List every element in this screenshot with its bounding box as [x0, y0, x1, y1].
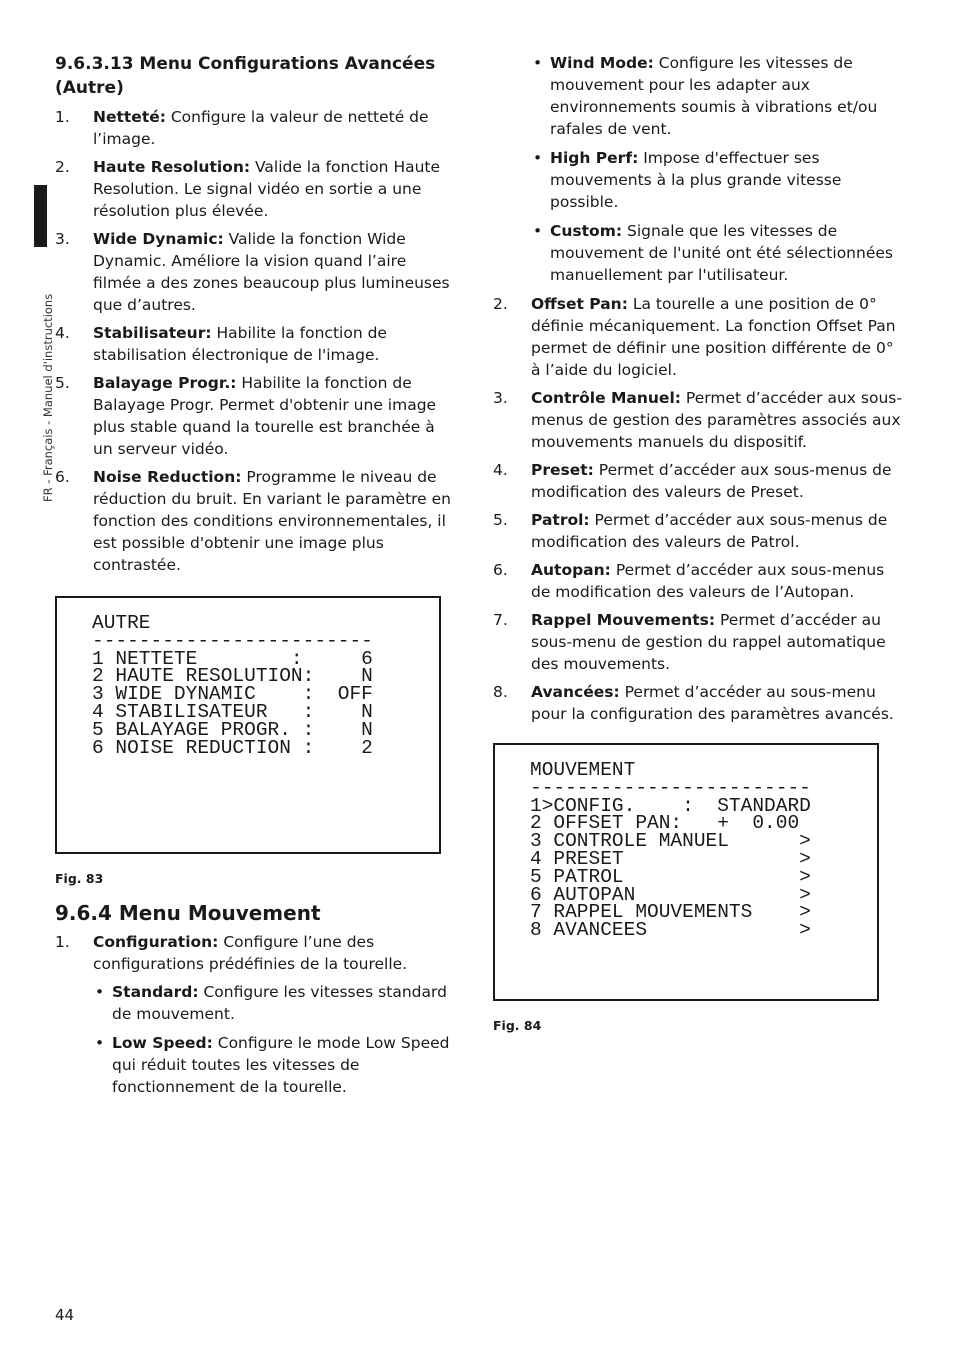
screen-line: 7 RAPPEL MOUVEMENTS > — [530, 901, 811, 924]
list-item — [55, 466, 455, 576]
bullet-item — [93, 981, 455, 1025]
movement-menu-list — [55, 931, 455, 1098]
item-term: Avancées: — [531, 683, 620, 701]
item-text: Configure les vitesses standard de mouvement. — [112, 983, 447, 1023]
item-number: 6. — [493, 561, 508, 579]
screen-line: 3 WIDE DYNAMIC : OFF — [92, 683, 373, 706]
screen-line: ------------------------ — [530, 776, 811, 799]
item-text: Permet d’accéder aux sous-menus de modification des valeurs de l’Autopan. — [531, 561, 885, 601]
figure-83-screen — [55, 596, 441, 854]
item-term: Netteté: — [93, 108, 166, 126]
item-term: Standard: — [112, 983, 199, 1001]
screen-line: 4 STABILISATEUR : N — [92, 700, 373, 723]
item-text: Permet d’accéder aux sous-menus de modification des valeurs de Patrol. — [531, 511, 888, 551]
item-number: 5. — [493, 511, 508, 529]
item-number: 5. — [55, 374, 70, 392]
item-text: Impose d'effectuer ses mouvements à la plus grande vitesse possible. — [550, 149, 842, 211]
item-number: 3. — [493, 389, 508, 407]
item-number: 3. — [55, 230, 70, 248]
figure-84-screen — [493, 743, 879, 1001]
figure-caption: Fig. 83 — [55, 871, 104, 886]
item-term: Autopan: — [531, 561, 611, 579]
item-term: High Perf: — [550, 149, 639, 167]
bullet-item — [531, 220, 903, 286]
list-item — [493, 293, 903, 381]
list-item: 1. Configuration: Configure l’une des configurations prédéfinies de la tourelle. • Standard: Configure les vitesses standard de mouvement. • Low Speed: Configure le mode Low Speed qui réduit toutes les vitesses de fonctionnement de la tourelle. — [55, 931, 455, 1098]
item-text: Programme le niveau de réduction du bruit. En variant le paramètre en fonction des conditions environnementales, il est possible d'obtenir une image plus contrastée. — [93, 468, 451, 574]
item-text: Configure la valeur de netteté de l’image. — [93, 108, 429, 148]
item-text: Configure l’une des configurations prédéfinies de la tourelle. — [93, 933, 408, 973]
screen-line: 5 PATROL > — [530, 865, 811, 888]
item-text: Configure le mode Low Speed qui réduit toutes les vitesses de fonctionnement de la tourelle. — [112, 1034, 450, 1096]
advanced-settings-list — [55, 106, 455, 576]
item-number: 2. — [493, 295, 508, 313]
list-item — [55, 228, 455, 316]
list-item — [55, 322, 455, 366]
side-tab-marker — [34, 185, 47, 247]
item-number: 2. — [55, 158, 70, 176]
item-number: 6. — [55, 468, 70, 486]
bullet-icon: • — [533, 222, 543, 240]
item-term: Rappel Mouvements: — [531, 611, 716, 629]
screen-line: 3 CONTROLE MANUEL > — [530, 830, 811, 853]
bullet-item — [93, 1032, 455, 1098]
list-item — [493, 387, 903, 453]
item-text: La tourelle a une position de 0° définie mécaniquement. La fonction Offset Pan permet de définir une position différente de 0° à l’aide du logiciel. — [531, 295, 896, 379]
list-item — [493, 559, 903, 603]
item-text: Valide la fonction Haute Resolution. Le signal vidéo en sortie a une résolution plus élevée. — [93, 158, 441, 220]
list-item — [55, 156, 455, 222]
bullet-icon: • — [533, 54, 543, 72]
left-column — [55, 52, 455, 1105]
item-term: Offset Pan: — [531, 295, 628, 313]
screen-line: 6 NOISE REDUCTION : 2 — [92, 736, 373, 759]
item-text: Habilite la fonction de Balayage Progr. Permet d'obtenir une image plus stable quand la tourelle est branchée à un serveur vidéo. — [93, 374, 437, 458]
item-number: 4. — [55, 324, 70, 342]
subsection-heading: 9.6.3.13 Menu Configurations Avancées (Autre) — [55, 54, 436, 98]
section-heading: 9.6.4 Menu Mouvement — [55, 901, 321, 925]
item-term: Custom: — [550, 222, 623, 240]
item-text: Permet d’accéder aux sous-menus de gestion des paramètres associés aux mouvements manuels du dispositif. — [531, 389, 902, 451]
screen-line: 1 NETTETE : 6 — [92, 647, 373, 670]
bullet-item — [531, 147, 903, 213]
bullet-item — [531, 52, 903, 140]
item-number: 4. — [493, 461, 508, 479]
screen-line: 8 AVANCEES > — [530, 919, 811, 942]
item-text: Permet d’accéder aux sous-menus de modification des valeurs de Preset. — [531, 461, 892, 501]
item-text: Permet d’accéder au sous-menu pour la configuration des paramètres avancés. — [531, 683, 894, 723]
list-item — [493, 681, 903, 725]
screen-line: 4 PRESET > — [530, 847, 811, 870]
list-item — [493, 609, 903, 675]
item-number: 8. — [493, 683, 508, 701]
osd-menu-mouvement — [530, 759, 811, 942]
bullet-icon: • — [95, 983, 105, 1001]
item-term: Configuration: — [93, 933, 219, 951]
screen-line: AUTRE — [92, 612, 151, 634]
config-bullet-list — [93, 981, 455, 1098]
page-number: 44 — [55, 1306, 75, 1324]
list-item — [55, 106, 455, 150]
screen-line: 2 HAUTE RESOLUTION: N — [92, 665, 373, 688]
item-term: Preset: — [531, 461, 594, 479]
osd-menu-autre — [92, 612, 373, 759]
right-column — [493, 52, 903, 1033]
bullet-icon: • — [95, 1034, 105, 1052]
screen-line: 5 BALAYAGE PROGR. : N — [92, 718, 373, 741]
list-item — [55, 372, 455, 460]
movement-menu-items — [493, 293, 903, 725]
item-text: Habilite la fonction de stabilisation électronique de l'image. — [93, 324, 387, 364]
figure-caption: Fig. 84 — [493, 1018, 542, 1033]
item-term: Patrol: — [531, 511, 590, 529]
screen-line: MOUVEMENT — [530, 759, 636, 781]
item-term: Noise Reduction: — [93, 468, 242, 486]
screen-line: ------------------------ — [92, 629, 373, 652]
item-term: Haute Resolution: — [93, 158, 251, 176]
item-number: 7. — [493, 611, 508, 629]
item-text: Valide la fonction Wide Dynamic. Améliore la vision quand l’aire filmée a des zones beaucoup plus lumineuses que d’autres. — [93, 230, 450, 314]
side-label: FR - Français - Manuel d'instructions — [41, 293, 55, 502]
item-term: Balayage Progr.: — [93, 374, 237, 392]
screen-line: 2 OFFSET PAN: + 0.00 — [530, 812, 800, 835]
screen-line: 6 AUTOPAN > — [530, 883, 811, 906]
item-text: Permet d’accéder au sous-menu de gestion du rappel automatique des mouvements. — [531, 611, 886, 673]
item-term: Stabilisateur: — [93, 324, 212, 342]
list-item — [493, 509, 903, 553]
item-term: Low Speed: — [112, 1034, 213, 1052]
config-bullet-list-continued — [531, 52, 903, 286]
item-number: 1. — [55, 108, 70, 126]
item-text: Configure les vitesses de mouvement pour les adapter aux environnements soumis à vibrations et/ou rafales de vent. — [550, 54, 878, 138]
item-term: Wind Mode: — [550, 54, 654, 72]
item-term: Contrôle Manuel: — [531, 389, 681, 407]
list-item — [493, 459, 903, 503]
bullet-icon: • — [533, 149, 543, 167]
screen-line: 1>CONFIG. : STANDARD — [530, 794, 811, 817]
item-term: Wide Dynamic: — [93, 230, 224, 248]
item-text: Signale que les vitesses de mouvement de l'unité ont été sélectionnées manuellement par l'utilisateur. — [550, 222, 893, 284]
